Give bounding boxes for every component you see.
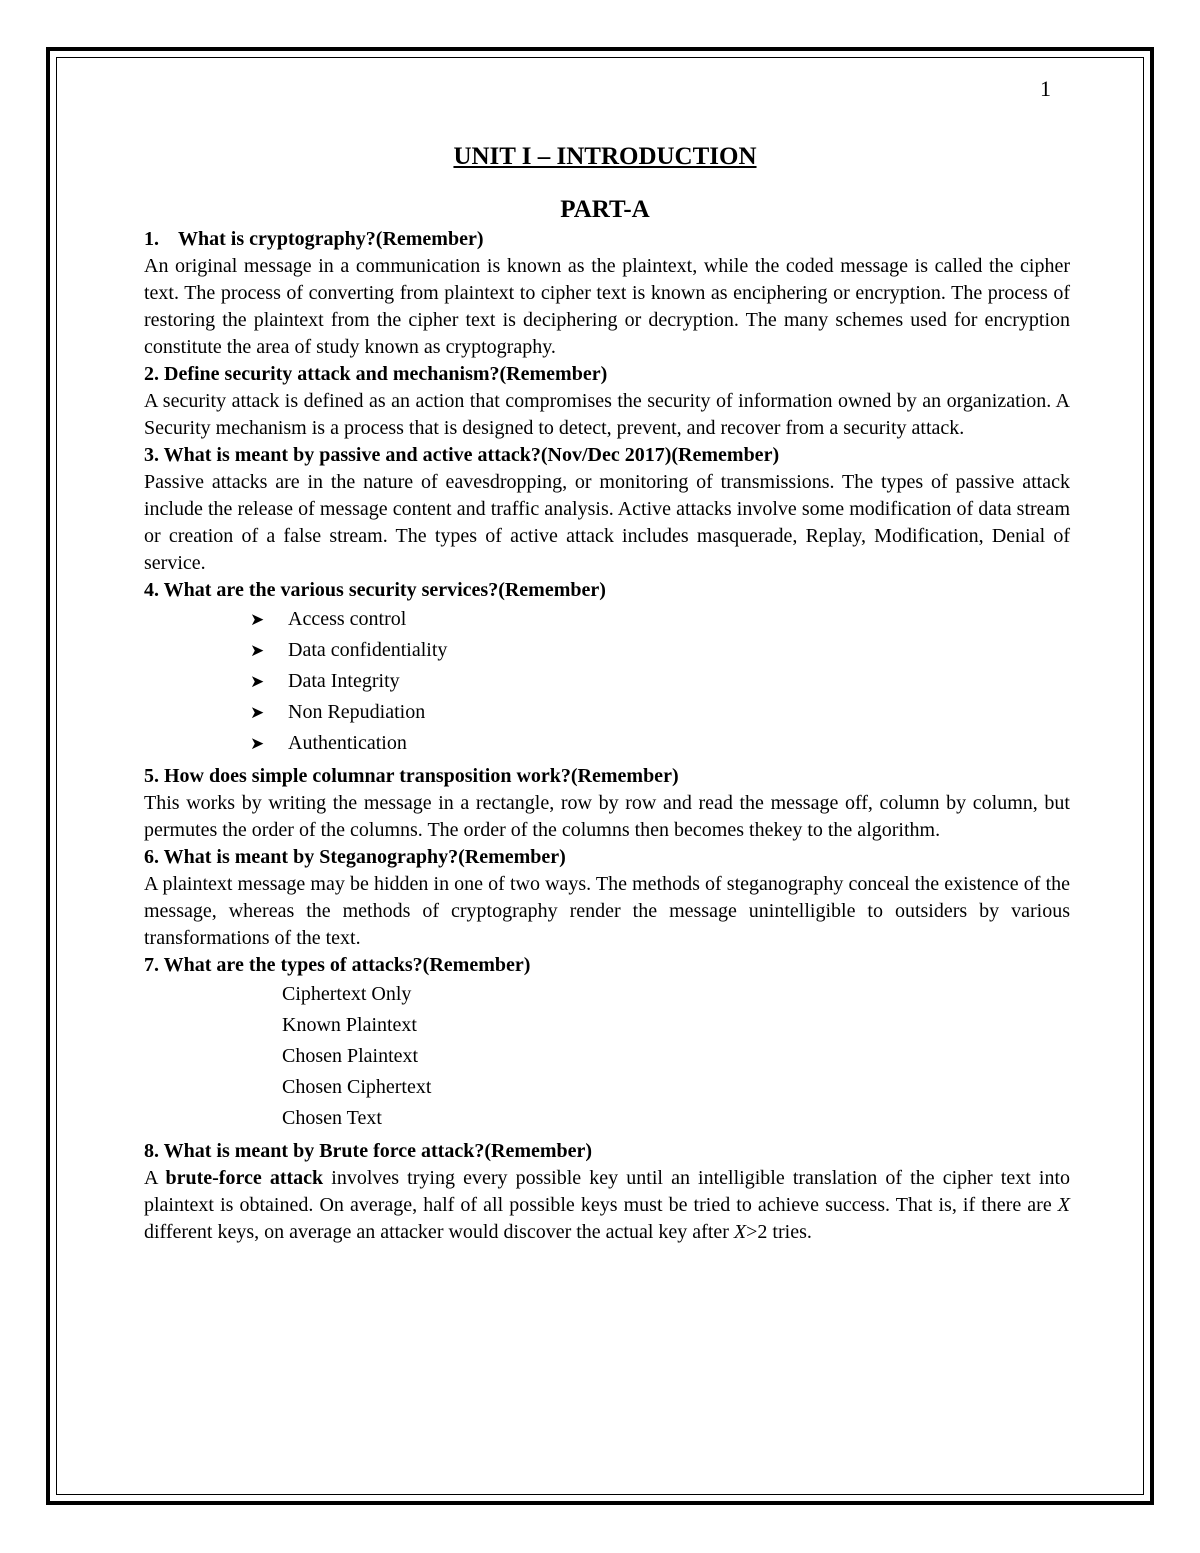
security-services-list bbox=[144, 604, 1070, 759]
question-heading bbox=[144, 442, 1070, 469]
answer-paragraph: This works by writing the message in a rectangle, row by row and read the message off, column by column, but permutes the order of the columns. The order of the columns then becomes thekey to the algorithm. bbox=[144, 792, 1070, 841]
question-heading bbox=[144, 226, 1070, 253]
answer-paragraph: An original message in a communication is known as the plaintext, while the coded message is called the cipher text. The process of converting from plaintext to cipher text is known as enciphering or encryption. The process of restoring the plaintext from the cipher text is deciphering or decryption. The many schemes used for encryption constitute the area of study known as cryptography. bbox=[144, 255, 1070, 358]
list-item: ➤ Data confidentiality bbox=[250, 635, 1070, 666]
question-heading bbox=[144, 844, 1070, 871]
list-item: Chosen Plaintext bbox=[282, 1045, 419, 1067]
question-text: Define security attack and mechanism?(Remember) bbox=[164, 363, 608, 385]
question-number: 3. bbox=[144, 444, 159, 466]
list-item: ➤ Data Integrity bbox=[250, 666, 1070, 697]
answer-paragraph: A brute-force attack involves trying every possible key until an intelligible translation of the cipher text into plaintext is obtained. On average, half of all possible keys must be tried to achieve success. That is, if there are X different keys, on average an attacker would discover the actual key after X>2 tries. bbox=[144, 1167, 1071, 1243]
question-number: 1. bbox=[144, 228, 159, 250]
question-heading bbox=[144, 1138, 1070, 1165]
question-number: 5. bbox=[144, 765, 159, 787]
unit-title: UNIT I – INTRODUCTION bbox=[453, 143, 757, 170]
arrow-bullet-icon: ➤ bbox=[250, 703, 265, 722]
question-text: What is meant by passive and active attack?(Nov/Dec 2017)(Remember) bbox=[163, 444, 780, 466]
list-item: Chosen Ciphertext bbox=[282, 1076, 432, 1098]
question-text: How does simple columnar transposition work?(Remember) bbox=[164, 765, 679, 787]
list-item: Known Plaintext bbox=[282, 1014, 417, 1036]
arrow-bullet-icon: ➤ bbox=[250, 641, 265, 660]
list-item: ➤ Non Repudiation bbox=[250, 697, 1070, 728]
part-title: PART-A bbox=[560, 196, 650, 223]
question-number: 7. bbox=[144, 954, 159, 976]
arrow-bullet-icon: ➤ bbox=[250, 672, 265, 691]
arrow-bullet-icon: ➤ bbox=[250, 610, 265, 629]
list-item: ➤ Authentication bbox=[250, 728, 1070, 759]
list-item: Chosen Text bbox=[282, 1107, 382, 1129]
question-text: What is meant by Brute force attack?(Remember) bbox=[163, 1140, 593, 1162]
question-heading bbox=[144, 577, 1070, 604]
arrow-bullet-icon: ➤ bbox=[250, 734, 265, 753]
question-text: What is cryptography?(Remember) bbox=[178, 228, 484, 250]
list-item: ➤ Access control bbox=[250, 604, 1070, 635]
answer-paragraph: A plaintext message may be hidden in one of two ways. The methods of steganography conceal the existence of the message, whereas the methods of cryptography render the message unintelligible to outsiders by various transformations of the text. bbox=[144, 873, 1070, 949]
document-body bbox=[144, 226, 1070, 1246]
question-number: 2. bbox=[144, 363, 159, 385]
bold-term: brute-force attack bbox=[165, 1167, 324, 1189]
question-text: What are the various security services?(Remember) bbox=[163, 579, 606, 601]
answer-paragraph: Passive attacks are in the nature of eavesdropping, or monitoring of transmissions. The types of passive attack include the release of message content and traffic analysis. Active attacks involve some modification of data stream or creation of a false stream. The types of active attack includes masquerade, Replay, Modification, Denial of service. bbox=[144, 471, 1070, 574]
question-text: What is meant by Steganography?(Remember) bbox=[163, 846, 566, 868]
answer-paragraph: A security attack is defined as an action that compromises the security of information owned by an organization. A Security mechanism is a process that is designed to detect, prevent, and recover from a security attack. bbox=[144, 390, 1070, 439]
list-item: Ciphertext Only bbox=[282, 983, 412, 1005]
attack-types-list bbox=[144, 979, 1070, 1134]
question-number: 6. bbox=[144, 846, 159, 868]
variable-x: X bbox=[733, 1221, 747, 1243]
question-heading bbox=[144, 952, 1070, 979]
page-number: 1 bbox=[1040, 76, 1051, 101]
question-heading bbox=[144, 763, 1070, 790]
question-text: What are the types of attacks?(Remember) bbox=[163, 954, 531, 976]
question-number: 4. bbox=[144, 579, 159, 601]
variable-x: X bbox=[1057, 1194, 1070, 1216]
question-number: 8. bbox=[144, 1140, 159, 1162]
question-heading bbox=[144, 361, 1070, 388]
